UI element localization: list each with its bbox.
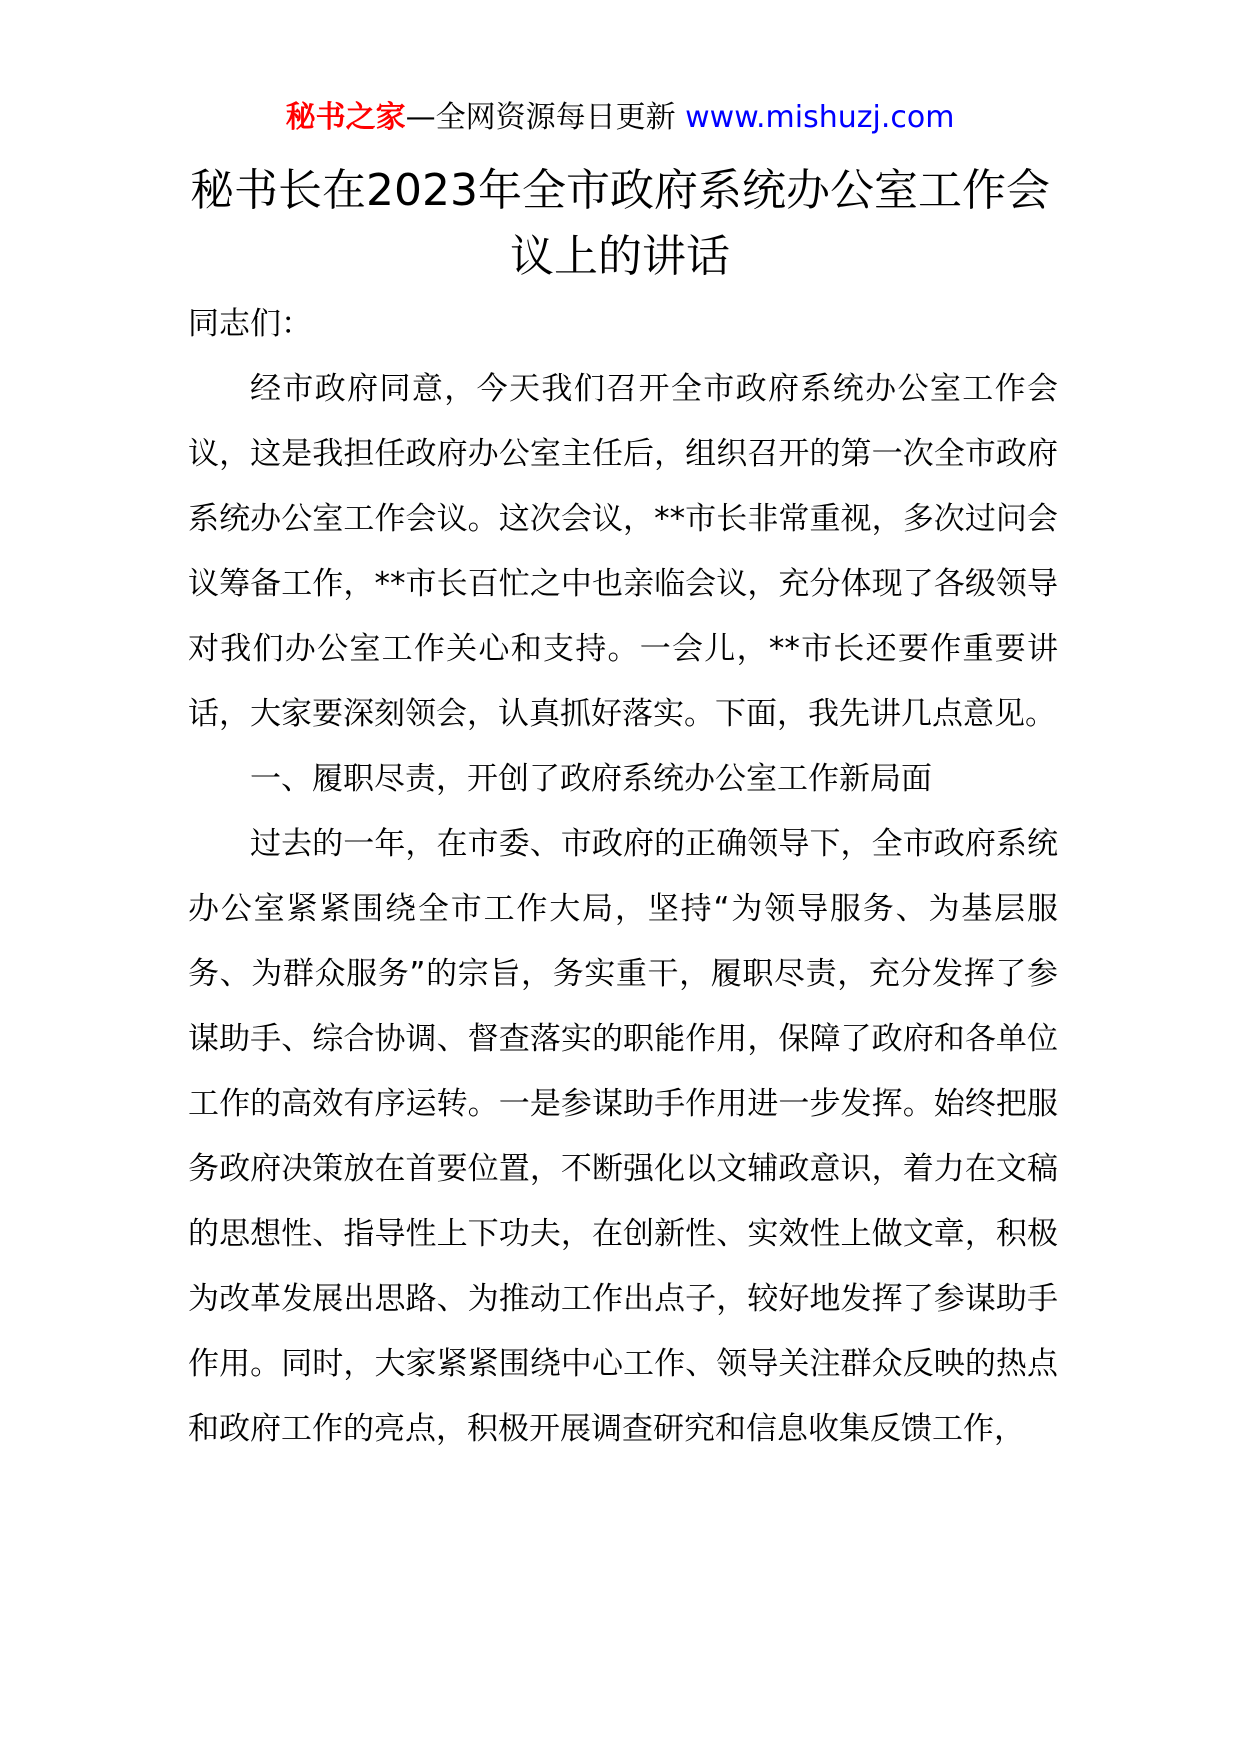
header-tagline: —全网资源每日更新 — [405, 100, 676, 135]
document-title: 秘书长在2023年全市政府系统办公室工作会议上的讲话 — [190, 165, 1050, 282]
brand-name: 秘书之家 — [285, 100, 406, 135]
site-url-link[interactable]: www.mishuzj.com — [685, 100, 955, 135]
salutation: 同志们： — [188, 306, 312, 342]
site-header — [0, 98, 1240, 137]
paragraph-intro: 经市政府同意，今天我们召开全市政府系统办公室工作会议，这是我担任政府办公室主任后，组织召开的第一次全市政府系统办公室工作会议。这次会议，**市长非常重视，多次过问会议筹备工作，**市长百忙之中也亲临会议，充分体现了各级领导对我们办公室工作关心和支持。一会儿，**市长还要作重要讲话，大家要深刻领会，认真抓好落实。下面，我先讲几点意见。 — [188, 371, 1058, 732]
paragraph-review: 过去的一年，在市委、市政府的正确领导下，全市政府系统办公室紧紧围绕全市工作大局，坚持“为领导服务、为基层服务、为群众服务”的宗旨，务实重干，履职尽责，充分发挥了参谋助手、综合协调、督查落实的职能作用，保障了政府和各单位工作的高效有序运转。一是参谋助手作用进一步发挥。始终把服务政府决策放在首要位置，不断强化以文辅政意识，着力在文稿的思想性、指导性上下功夫，在创新性、实效性上做文章，积极为改革发展出思路、为推动工作出点子，较好地发挥了参谋助手作用。同时，大家紧紧围绕中心工作、领导关注群众反映的热点和政府工作的亮点，积极开展调查研究和信息收集反馈工作， — [188, 826, 1058, 1447]
section-heading: 一、履职尽责，开创了政府系统办公室工作新局面 — [250, 761, 932, 797]
document-body — [188, 292, 1058, 1462]
